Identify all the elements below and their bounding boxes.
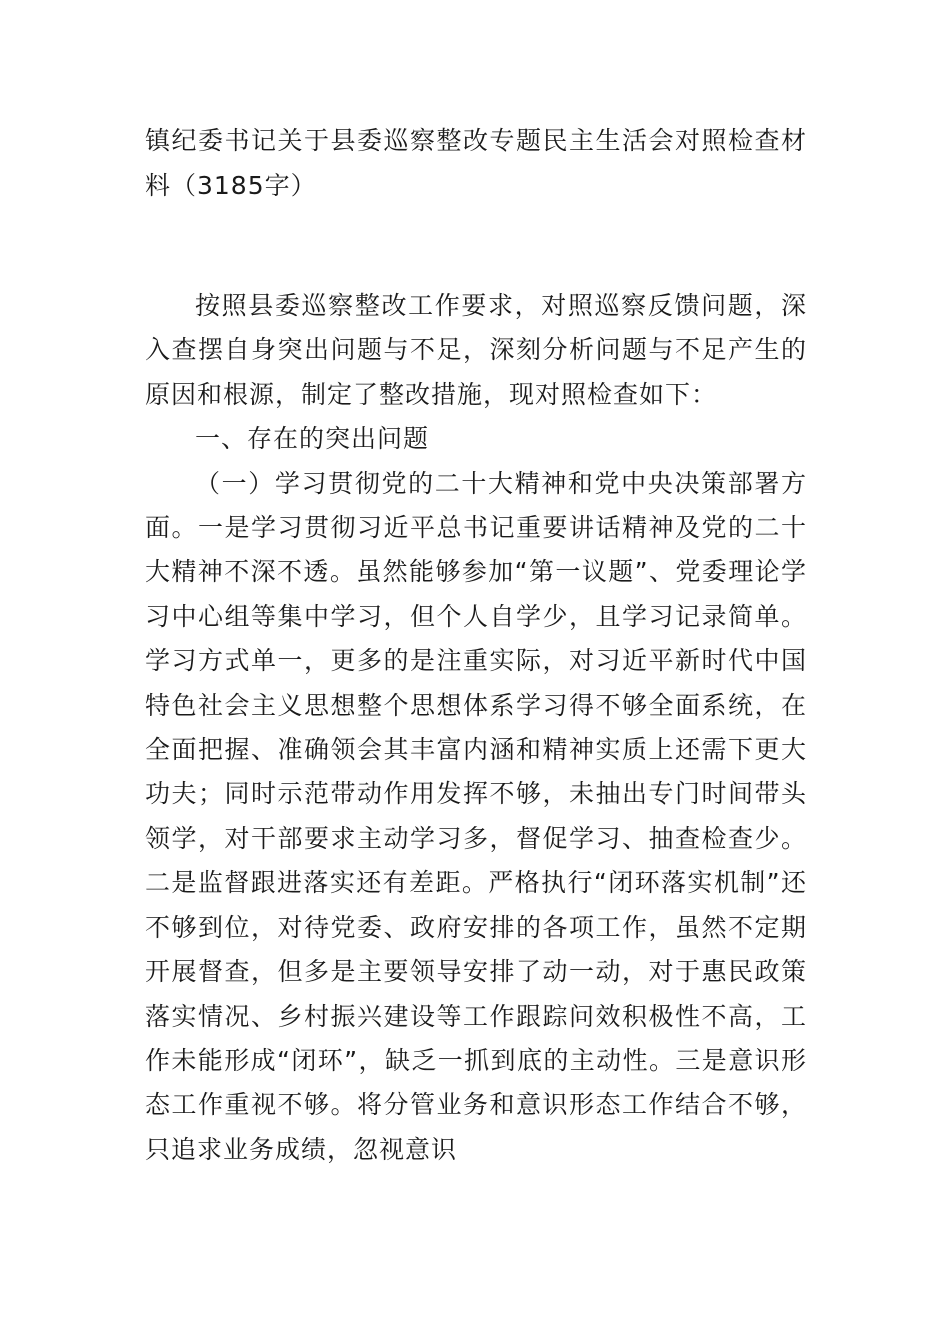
intro-paragraph: 按照县委巡察整改工作要求，对照巡察反馈问题，深入查摆自身突出问题与不足，深刻分析问题与不足产生的原因和根源，制定了整改措施，现对照检查如下：: [145, 291, 807, 409]
document-body: [145, 118, 807, 1172]
section-heading: 一、存在的突出问题: [195, 424, 430, 454]
document-title: 镇纪委书记关于县委巡察整改专题民主生活会对照检查材料（3185字）: [145, 126, 807, 200]
body-paragraph: （一）学习贯彻党的二十大精神和党中央决策部署方面。一是学习贯彻习近平总书记重要讲话精神及党的二十大精神不深不透。虽然能够参加“第一议题”、党委理论学习中心组等集中学习，但个人自学少，且学习记录简单。学习方式单一，更多的是注重实际，对习近平新时代中国特色社会主义思想整个思想体系学习得不够全面系统，在全面把握、准确领会其丰富内涵和精神实质上还需下更大功夫；同时示范带动作用发挥不够，未抽出专门时间带头领学，对干部要求主动学习多，督促学习、抽查检查少。二是监督跟进落实还有差距。严格执行“闭环落实机制”还不够到位，对待党委、政府安排的各项工作，虽然不定期开展督查，但多是主要领导安排了动一动，对于惠民政策落实情况、乡村振兴建设等工作跟踪问效积极性不高，工作未能形成“闭环”，缺乏一抓到底的主动性。三是意识形态工作重视不够。将分管业务和意识形态工作结合不够，只追求业务成绩，忽视意识: [145, 468, 807, 1164]
